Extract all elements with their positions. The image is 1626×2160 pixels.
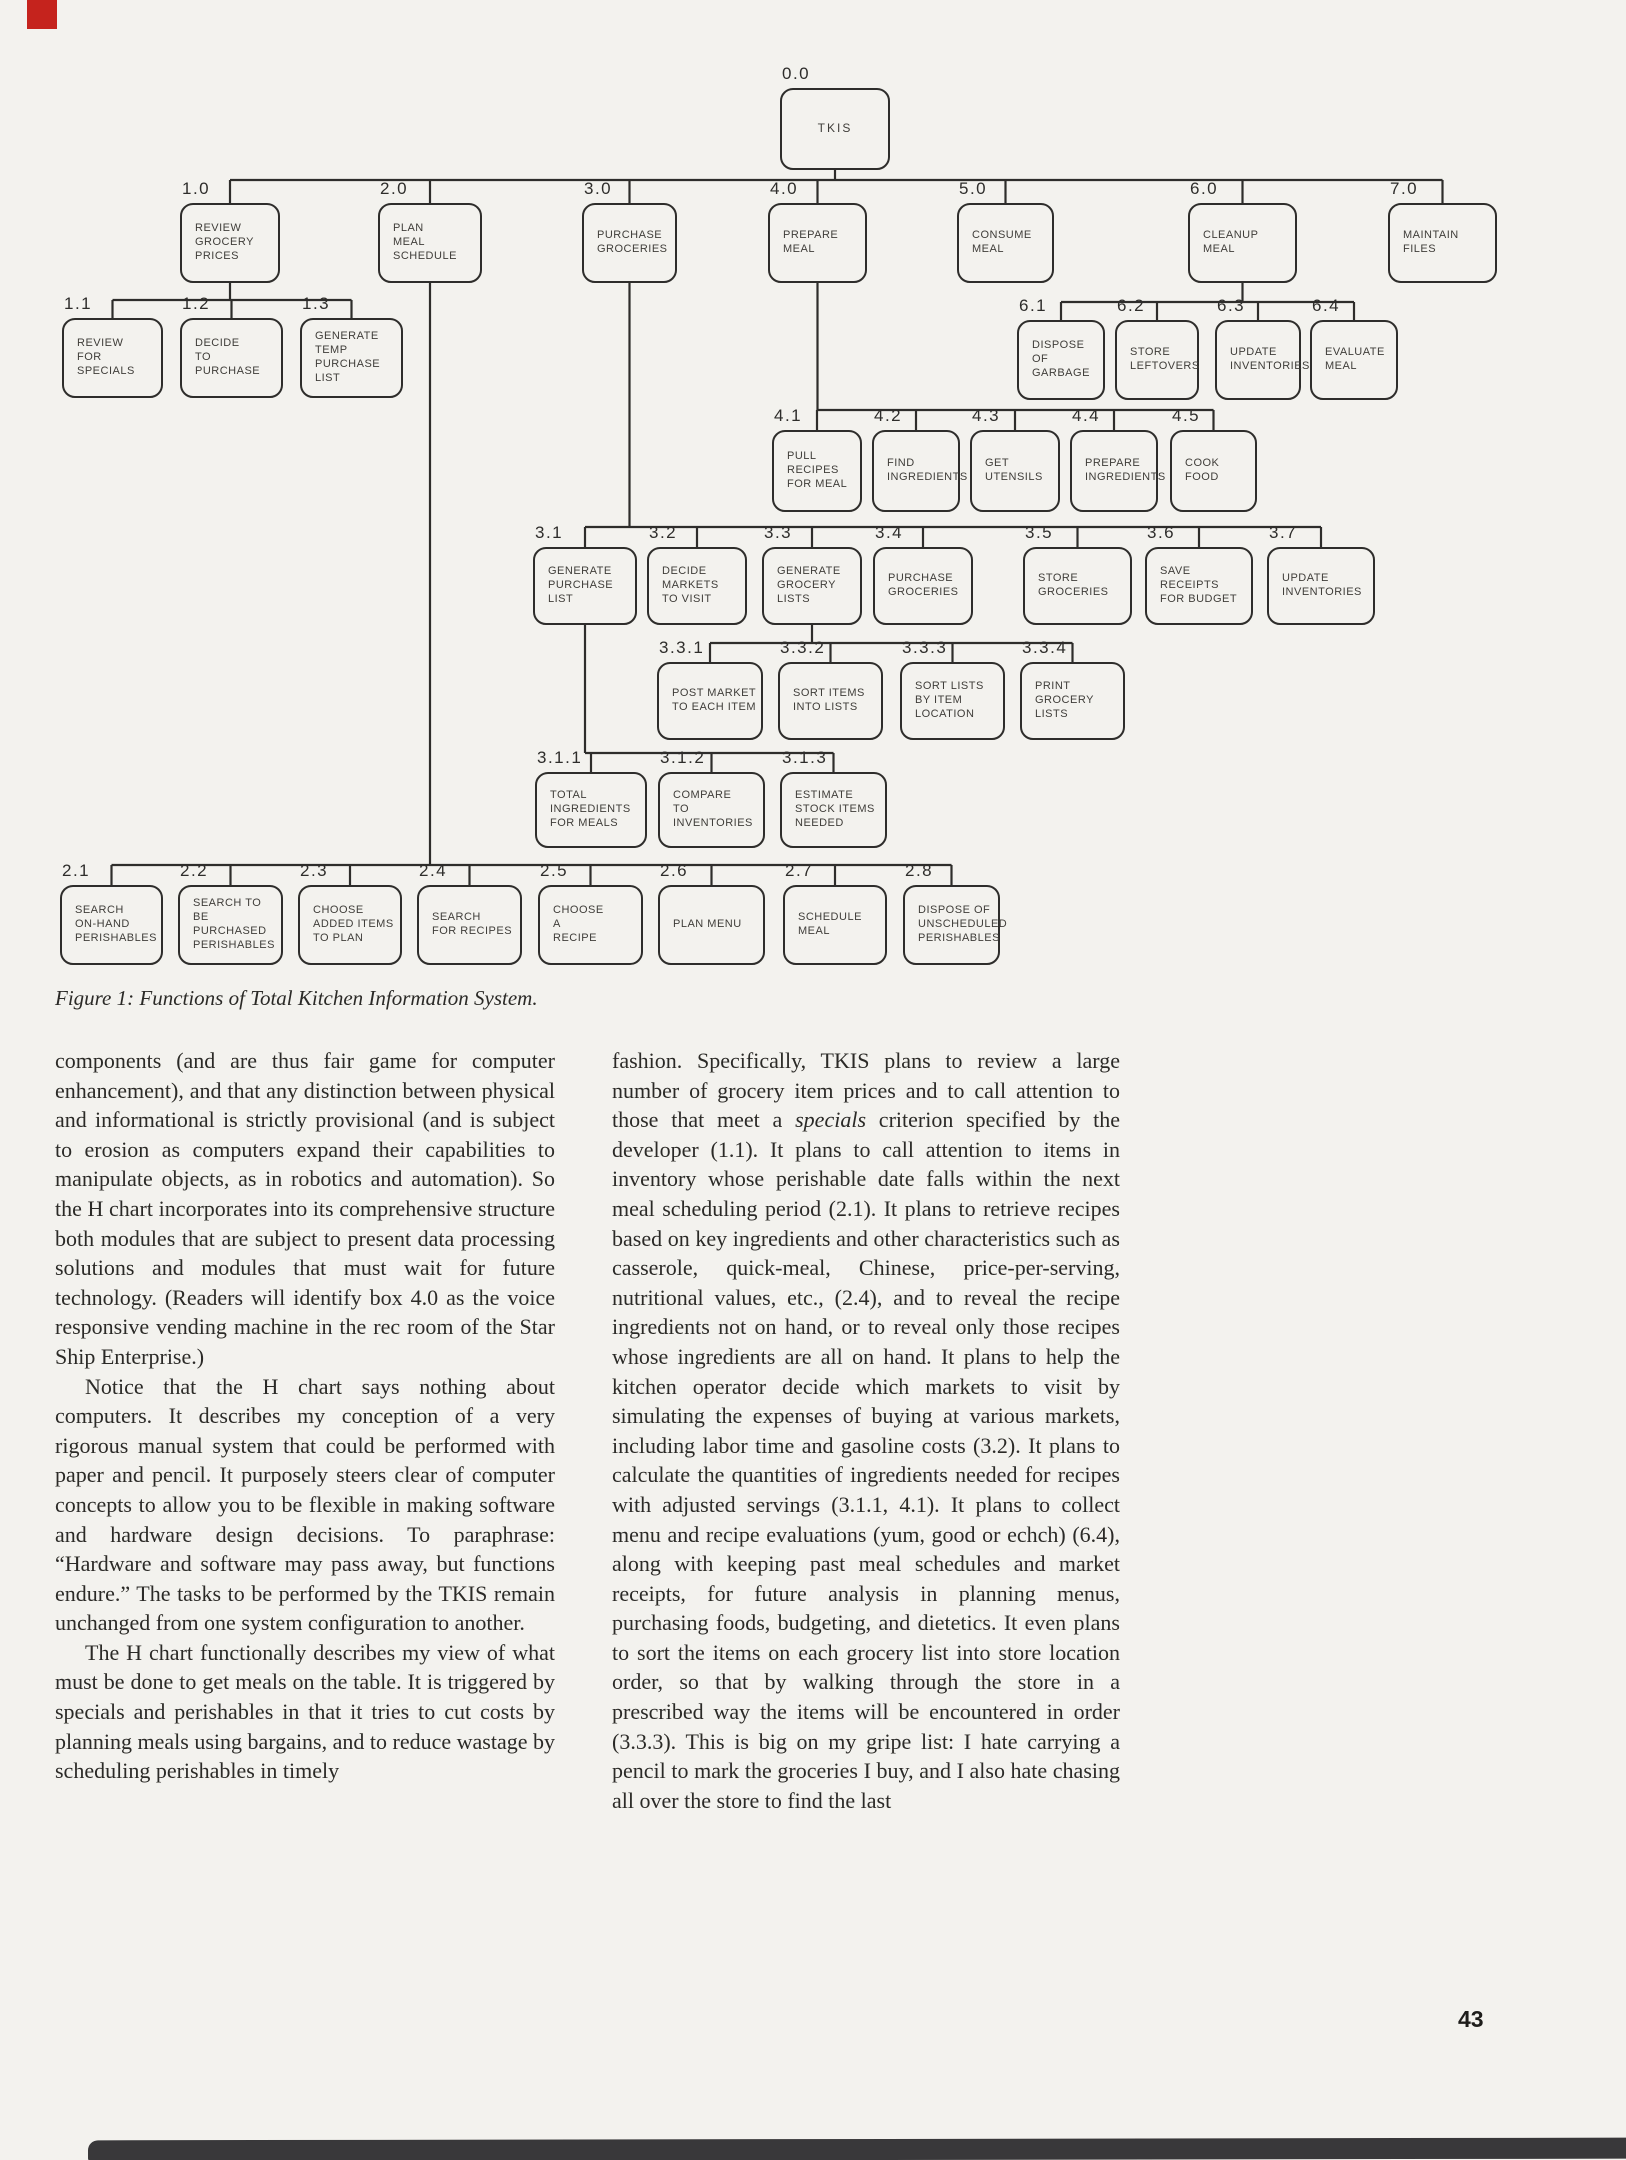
chart-node-number-3.7: 3.7: [1269, 523, 1298, 542]
chart-node-2.4: SEARCH FOR RECIPES: [417, 885, 522, 965]
article-paragraph: [55, 1046, 555, 1372]
body-text: components (and are thus fair game for computer enhancement), and that any distinction between physical and informational is strictly provisional (and is subject to erosion as computers expand their capabilities to manipulate objects, as in robotics and automation). So the H chart incorporates into its comprehensive structure both modules that are subject to present data processing solutions and modules that must wait for future technology. (Readers will identify box 4.0 as the voice responsive vending machine in the rec room of the Star Ship Enterprise.): [55, 1048, 555, 1369]
chart-node-number-3.3.3: 3.3.3: [902, 638, 948, 657]
chart-node-number-6.0: 6.0: [1190, 179, 1219, 198]
article-paragraph: [612, 1046, 1120, 1815]
chart-node-number-1.0: 1.0: [182, 179, 211, 198]
chart-node-number-6.2: 6.2: [1117, 296, 1146, 315]
chart-node-3.5: STORE GROCERIES: [1023, 547, 1132, 625]
article-paragraph: [55, 1372, 555, 1638]
chart-node-number-2.1: 2.1: [62, 861, 91, 880]
chart-node-3.1.1: TOTAL INGREDIENTS FOR MEALS: [535, 772, 647, 848]
chart-node-number-2.5: 2.5: [540, 861, 569, 880]
chart-node-number-1.2: 1.2: [182, 294, 211, 313]
body-text: The H chart functionally describes my view of what must be done to get meals on the table. It is triggered by specials and perishables in that it tries to cut costs by planning meals using bargains, and to reduce wastage by scheduling perishables in timely: [55, 1639, 555, 1784]
chart-node-number-4.0: 4.0: [770, 179, 799, 198]
chart-node-3.0: PURCHASE GROCERIES: [582, 203, 677, 283]
chart-node-6.0: CLEANUP MEAL: [1188, 203, 1297, 283]
chart-node-3.1: GENERATE PURCHASE LIST: [533, 547, 637, 625]
chart-node-number-3.3.2: 3.3.2: [780, 638, 826, 657]
chart-node-4.0: PREPARE MEAL: [768, 203, 867, 283]
chart-node-6.3: UPDATE INVENTORIES: [1215, 320, 1301, 400]
chart-node-number-3.2: 3.2: [649, 523, 678, 542]
body-text: criterion specified by the developer (1.1). It plans to call attention to items in inventory whose perishable date falls within the next meal scheduling period (2.1). It plans to retrieve recipes based on key ingredients and other characteristics such as casserole, quick-meal, Chinese, price-per-serving, nutritional values, etc., (2.4), and to reveal the recipe ingredients not on hand, or to reveal only those recipes whose ingredients are all on hand. It plans to help the kitchen operator decide which markets to visit by simulating the expenses of buying at various markets, including labor time and gasoline costs (3.2). It plans to calculate the quantities of ingredients needed for recipes with adjusted servings (3.1.1, 4.1). It plans to collect menu and recipe evaluations (yum, good or echch) (6.4), along with keeping past meal schedules and market receipts, for future analysis in planning menus, purchasing foods, budgeting, and dietetics. It even plans to sort the items on each grocery list into store location order, so that by walking through the store in a prescribed way the items will be encountered in order (3.3.3). This is big on my gripe list: I hate carrying a pencil to mark the groceries I buy, and I also hate chasing all over the store to find the last: [612, 1107, 1120, 1813]
chart-node-4.1: PULL RECIPES FOR MEAL: [772, 430, 862, 512]
chart-node-2.1: SEARCH ON-HAND PERISHABLES: [60, 885, 163, 965]
chart-node-3.3.1: POST MARKET TO EACH ITEM: [657, 662, 763, 740]
chart-node-number-3.1: 3.1: [535, 523, 564, 542]
chart-node-4.3: GET UTENSILS: [970, 430, 1060, 512]
chart-node-1.1: REVIEW FOR SPECIALS: [62, 318, 163, 398]
chart-node-number-2.0: 2.0: [380, 179, 409, 198]
body-text: fashion. Specifically, TKIS plans to review a large number of grocery item prices and to call attention to those that meet a: [612, 1048, 1120, 1133]
chart-node-number-4.4: 4.4: [1072, 406, 1101, 425]
chart-node-5.0: CONSUME MEAL: [957, 203, 1054, 283]
chart-node-number-2.6: 2.6: [660, 861, 689, 880]
h-chart-figure: [0, 0, 1626, 1040]
chart-node-number-6.1: 6.1: [1019, 296, 1048, 315]
chart-node-number-3.6: 3.6: [1147, 523, 1176, 542]
chart-node-3.4: PURCHASE GROCERIES: [873, 547, 973, 625]
chart-node-number-3.4: 3.4: [875, 523, 904, 542]
chart-node-3.6: SAVE RECEIPTS FOR BUDGET: [1145, 547, 1253, 625]
chart-node-1.0: REVIEW GROCERY PRICES: [180, 203, 280, 283]
article-column-right: [612, 1046, 1120, 1815]
chart-node-2.8: DISPOSE OF UNSCHEDULED PERISHABLES: [903, 885, 1000, 965]
chart-node-number-3.1.3: 3.1.3: [782, 748, 828, 767]
chart-node-number-2.7: 2.7: [785, 861, 814, 880]
chart-node-number-3.3.4: 3.3.4: [1022, 638, 1068, 657]
page-number: 43: [1458, 2006, 1484, 2032]
chart-node-6.4: EVALUATE MEAL: [1310, 320, 1398, 400]
chart-node-3.3: GENERATE GROCERY LISTS: [762, 547, 862, 625]
chart-node-number-1.3: 1.3: [302, 294, 331, 313]
chart-node-number-2.8: 2.8: [905, 861, 934, 880]
chart-node-1.3: GENERATE TEMP PURCHASE LIST: [300, 318, 403, 398]
chart-node-number-4.2: 4.2: [874, 406, 903, 425]
chart-node-3.3.3: SORT LISTS BY ITEM LOCATION: [900, 662, 1005, 740]
chart-node-7.0: MAINTAIN FILES: [1388, 203, 1497, 283]
chart-node-1.2: DECIDE TO PURCHASE: [180, 318, 283, 398]
chart-node-3.1.2: COMPARE TO INVENTORIES: [658, 772, 765, 848]
chart-node-number-6.4: 6.4: [1312, 296, 1341, 315]
chart-node-number-4.1: 4.1: [774, 406, 803, 425]
chart-node-2.3: CHOOSE ADDED ITEMS TO PLAN: [298, 885, 402, 965]
chart-node-4.2: FIND INGREDIENTS: [872, 430, 960, 512]
chart-node-number-4.5: 4.5: [1172, 406, 1201, 425]
chart-node-number-4.3: 4.3: [972, 406, 1001, 425]
chart-node-3.3.2: SORT ITEMS INTO LISTS: [778, 662, 883, 740]
chart-node-number-3.3.1: 3.3.1: [659, 638, 705, 657]
figure-caption: Figure 1: Functions of Total Kitchen Information System.: [55, 986, 538, 1010]
chart-node-number-7.0: 7.0: [1390, 179, 1419, 198]
article-column-left: [55, 1046, 555, 1786]
scan-edge-artifact: [88, 2138, 1626, 2160]
chart-node-2.2: SEARCH TO BE PURCHASED PERISHABLES: [178, 885, 283, 965]
chart-node-2.6: PLAN MENU: [658, 885, 765, 965]
chart-node-number-3.1.1: 3.1.1: [537, 748, 583, 767]
chart-node-number-0.0: 0.0: [782, 64, 811, 83]
chart-node-2.0: PLAN MEAL SCHEDULE: [378, 203, 482, 283]
chart-node-number-3.3: 3.3: [764, 523, 793, 542]
chart-node-number-3.1.2: 3.1.2: [660, 748, 706, 767]
chart-node-3.2: DECIDE MARKETS TO VISIT: [647, 547, 747, 625]
chart-node-number-2.3: 2.3: [300, 861, 329, 880]
chart-node-number-2.4: 2.4: [419, 861, 448, 880]
chart-node-number-3.0: 3.0: [584, 179, 613, 198]
chart-node-3.7: UPDATE INVENTORIES: [1267, 547, 1375, 625]
chart-node-6.2: STORE LEFTOVERS: [1115, 320, 1199, 400]
chart-node-number-2.2: 2.2: [180, 861, 209, 880]
chart-node-number-3.5: 3.5: [1025, 523, 1054, 542]
chart-node-4.5: COOK FOOD: [1170, 430, 1257, 512]
body-text: Notice that the H chart says nothing about computers. It describes my conception of a very rigorous manual system that could be performed with paper and pencil. It purposely steers clear of computer concepts to allow you to be flexible in making software and hardware design decisions. To paraphrase: “Hardware and software may pass away, but functions endure.” The tasks to be performed by the TKIS remain unchanged from one system configuration to another.: [55, 1373, 555, 1636]
chart-node-2.7: SCHEDULE MEAL: [783, 885, 887, 965]
article-paragraph: [55, 1638, 555, 1786]
chart-node-3.3.4: PRINT GROCERY LISTS: [1020, 662, 1125, 740]
chart-node-6.1: DISPOSE OF GARBAGE: [1017, 320, 1105, 400]
chart-node-3.1.3: ESTIMATE STOCK ITEMS NEEDED: [780, 772, 887, 848]
chart-node-number-5.0: 5.0: [959, 179, 988, 198]
chart-node-4.4: PREPARE INGREDIENTS: [1070, 430, 1158, 512]
chart-node-2.5: CHOOSE A RECIPE: [538, 885, 643, 965]
chart-node-0.0: TKIS: [780, 88, 890, 170]
italic-text: specials: [795, 1107, 867, 1133]
chart-node-number-1.1: 1.1: [64, 294, 93, 313]
chart-node-number-6.3: 6.3: [1217, 296, 1246, 315]
